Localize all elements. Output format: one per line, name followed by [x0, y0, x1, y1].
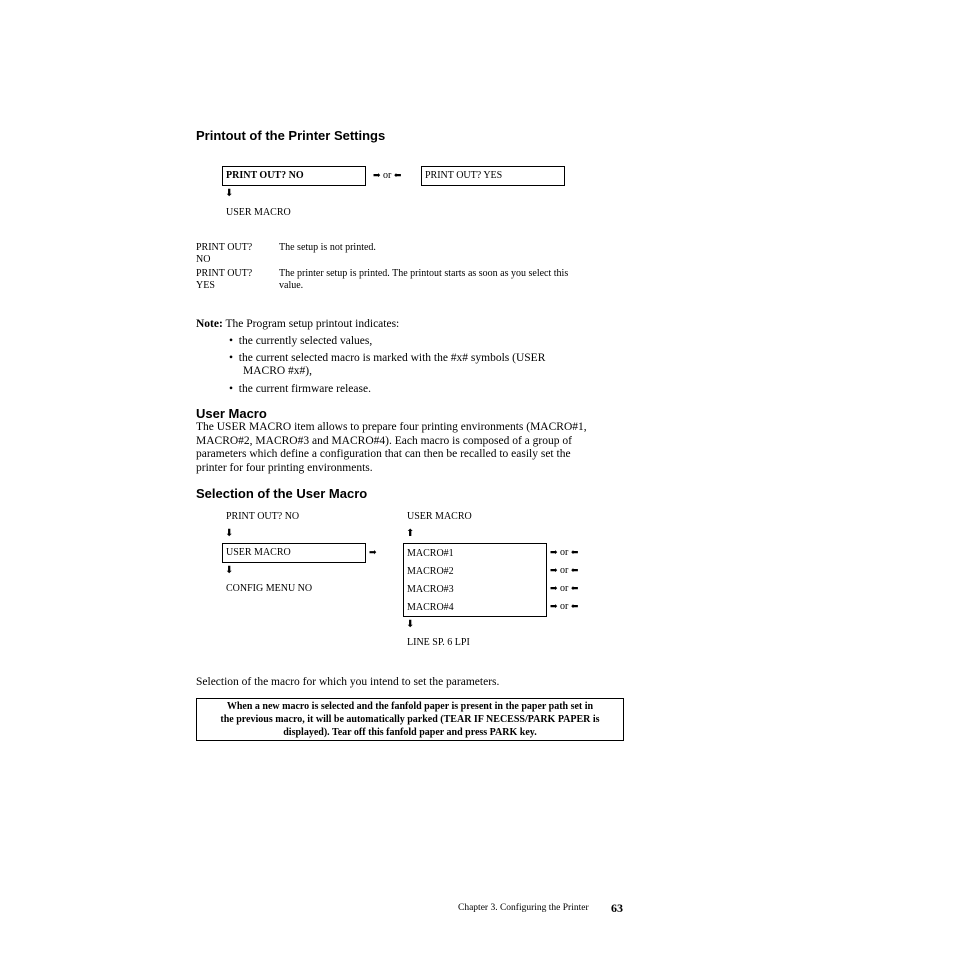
arrow-left-icon: ⬅ — [570, 565, 579, 575]
selection-description: Selection of the macro for which you intend to set the parameters. — [196, 676, 500, 688]
arrow-right-icon: ➡ — [369, 547, 377, 557]
section-title-user-macro: User Macro — [196, 406, 267, 421]
macro-list-box — [403, 543, 547, 617]
arrow-down-icon: ⬇ — [225, 188, 234, 199]
bullet-3: • the current firmware release. — [229, 383, 371, 395]
macro-arrows-4: ➡ or ⬅ — [550, 601, 579, 612]
prev-item-print-out-no: PRINT OUT? NO — [226, 511, 300, 522]
section-title-printout: Printout of the Printer Settings — [196, 128, 386, 143]
macro-item-4: MACRO#4 — [407, 602, 454, 613]
user-macro-paragraph: The USER MACRO item allows to prepare four printing environments (MACRO#1, MACRO#2, MACRO#3 and MACRO#4). Each macro is composed of a group of parameters which define a configuration that can then be recalled to easily set the printer for four printing environments. — [196, 421, 587, 474]
arrow-down-icon: ⬇ — [406, 619, 415, 630]
def-term-yes: PRINT OUT? YES — [196, 268, 253, 291]
def-term-no: PRINT OUT? NO — [196, 242, 253, 265]
arrow-up-icon: ⬆ — [406, 528, 415, 539]
arrow-right-icon: ➡ — [550, 583, 558, 593]
right-bottom-line-sp: LINE SP. 6 LPI — [407, 637, 470, 648]
arrow-down-icon: ⬇ — [225, 565, 234, 576]
macro-item-3: MACRO#3 — [407, 584, 454, 595]
note-text: The Program setup printout indicates: — [225, 318, 400, 330]
print-out-no-box: PRINT OUT? NO — [222, 166, 366, 186]
user-macro-box: USER MACRO — [222, 543, 366, 563]
arrow-left-icon: ⬅ — [570, 547, 579, 557]
arrow-right-icon: ➡ — [550, 601, 558, 611]
macro-item-2: MACRO#2 — [407, 566, 454, 577]
warning-box: When a new macro is selected and the fanfold paper is present in the paper path set in the previous macro, it will be automatically parked (TEAR IF NECESS/PARK PAPER is displayed). Tear off this fanfold paper and press PARK key. — [196, 698, 624, 741]
macro-arrows-2: ➡ or ⬅ — [550, 565, 579, 576]
macro-arrows-3: ➡ or ⬅ — [550, 583, 579, 594]
bullet-2-cont: MACRO #x#), — [243, 365, 313, 377]
arrow-right-icon: ➡ — [373, 170, 381, 180]
bullet-2: • the current selected macro is marked with the #x# symbols (USER — [229, 352, 546, 364]
bullet-1: • the currently selected values, — [229, 335, 373, 347]
section-title-selection: Selection of the User Macro — [196, 486, 368, 501]
arrow-left-icon: ⬅ — [570, 583, 579, 593]
arrow-right-icon: ➡ — [550, 547, 558, 557]
page-number: 63 — [611, 901, 623, 915]
right-top-user-macro: USER MACRO — [407, 511, 472, 522]
or-text: or — [383, 170, 392, 181]
def-desc-yes: The printer setup is printed. The printout starts as soon as you select this value. — [279, 268, 569, 291]
arrow-right-icon: ➡ — [550, 565, 558, 575]
footer-chapter: Chapter 3. Configuring the Printer — [458, 903, 589, 913]
arrow-left-icon: ⬅ — [570, 601, 579, 611]
arrow-left-icon: ⬅ — [393, 170, 402, 180]
print-out-yes-box: PRINT OUT? YES — [421, 166, 565, 186]
next-item-config-menu: CONFIG MENU NO — [226, 583, 313, 594]
note-label: Note: — [196, 318, 223, 330]
note — [196, 318, 399, 330]
next-item-user-macro: USER MACRO — [226, 207, 291, 218]
def-desc-no: The setup is not printed. — [279, 242, 376, 253]
macro-item-1: MACRO#1 — [407, 548, 454, 559]
arrow-or-group — [373, 170, 401, 181]
macro-arrows-1: ➡ or ⬅ — [550, 547, 579, 558]
arrow-down-icon: ⬇ — [225, 528, 234, 539]
